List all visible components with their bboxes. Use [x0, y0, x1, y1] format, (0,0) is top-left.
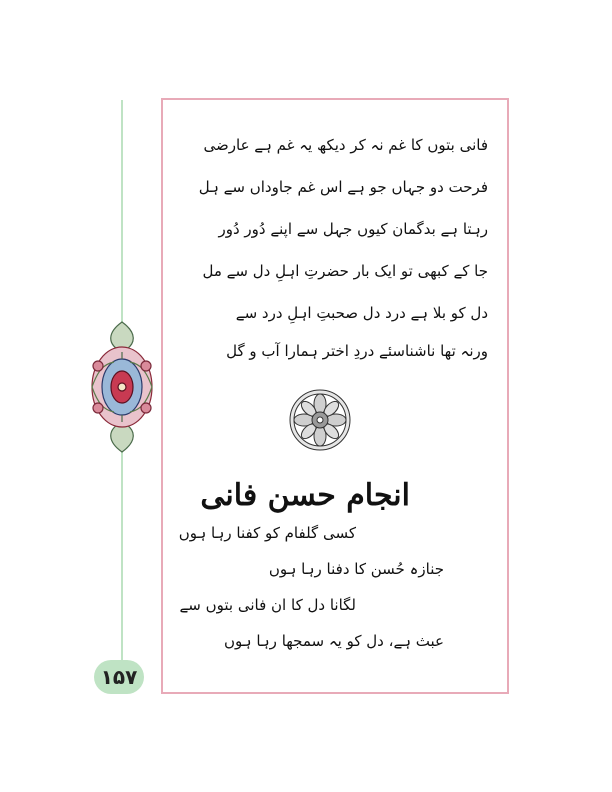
poem2-line-2: جنازہ حُسن کا دفنا رہا ہوں	[268, 560, 444, 578]
poem2-line-4: عبث ہے، دل کو یہ سمجھا رہا ہوں	[224, 632, 444, 650]
poem2-line-3: لگانا دل کا ان فانی بتوں سے	[179, 596, 356, 614]
poem1-line-3: رہتا ہے بدگمان کیوں جہل سے اپنے دُور دُور	[218, 220, 488, 238]
rosette-ornament	[288, 388, 352, 452]
poem1-line-2: فرحت دو جہاں جو ہے اس غم جاوداں سے ہل	[198, 178, 488, 196]
poem1-line-6: ورنہ تھا ناشناسئے دردِ اختر ہمارا آب و گل	[226, 342, 488, 360]
poem2-title: انجام حسن فانی	[200, 478, 410, 513]
floral-side-ornament	[86, 318, 158, 456]
page-number: ۱۵۷	[94, 660, 144, 694]
poem1-line-1: فانی بتوں کا غم نہ کر دیکھ یہ غم ہے عارضی	[203, 136, 488, 154]
poem2-line-1: کسی گلفام کو کفنا رہا ہوں	[178, 524, 356, 542]
poem1-line-4: جا کے کبھی تو ایک بار حضرتِ اہلِ دل سے مل	[202, 262, 488, 280]
poem1-line-5: دل کو بلا ہے درد دل صحبتِ اہلِ درد سے	[235, 304, 488, 322]
